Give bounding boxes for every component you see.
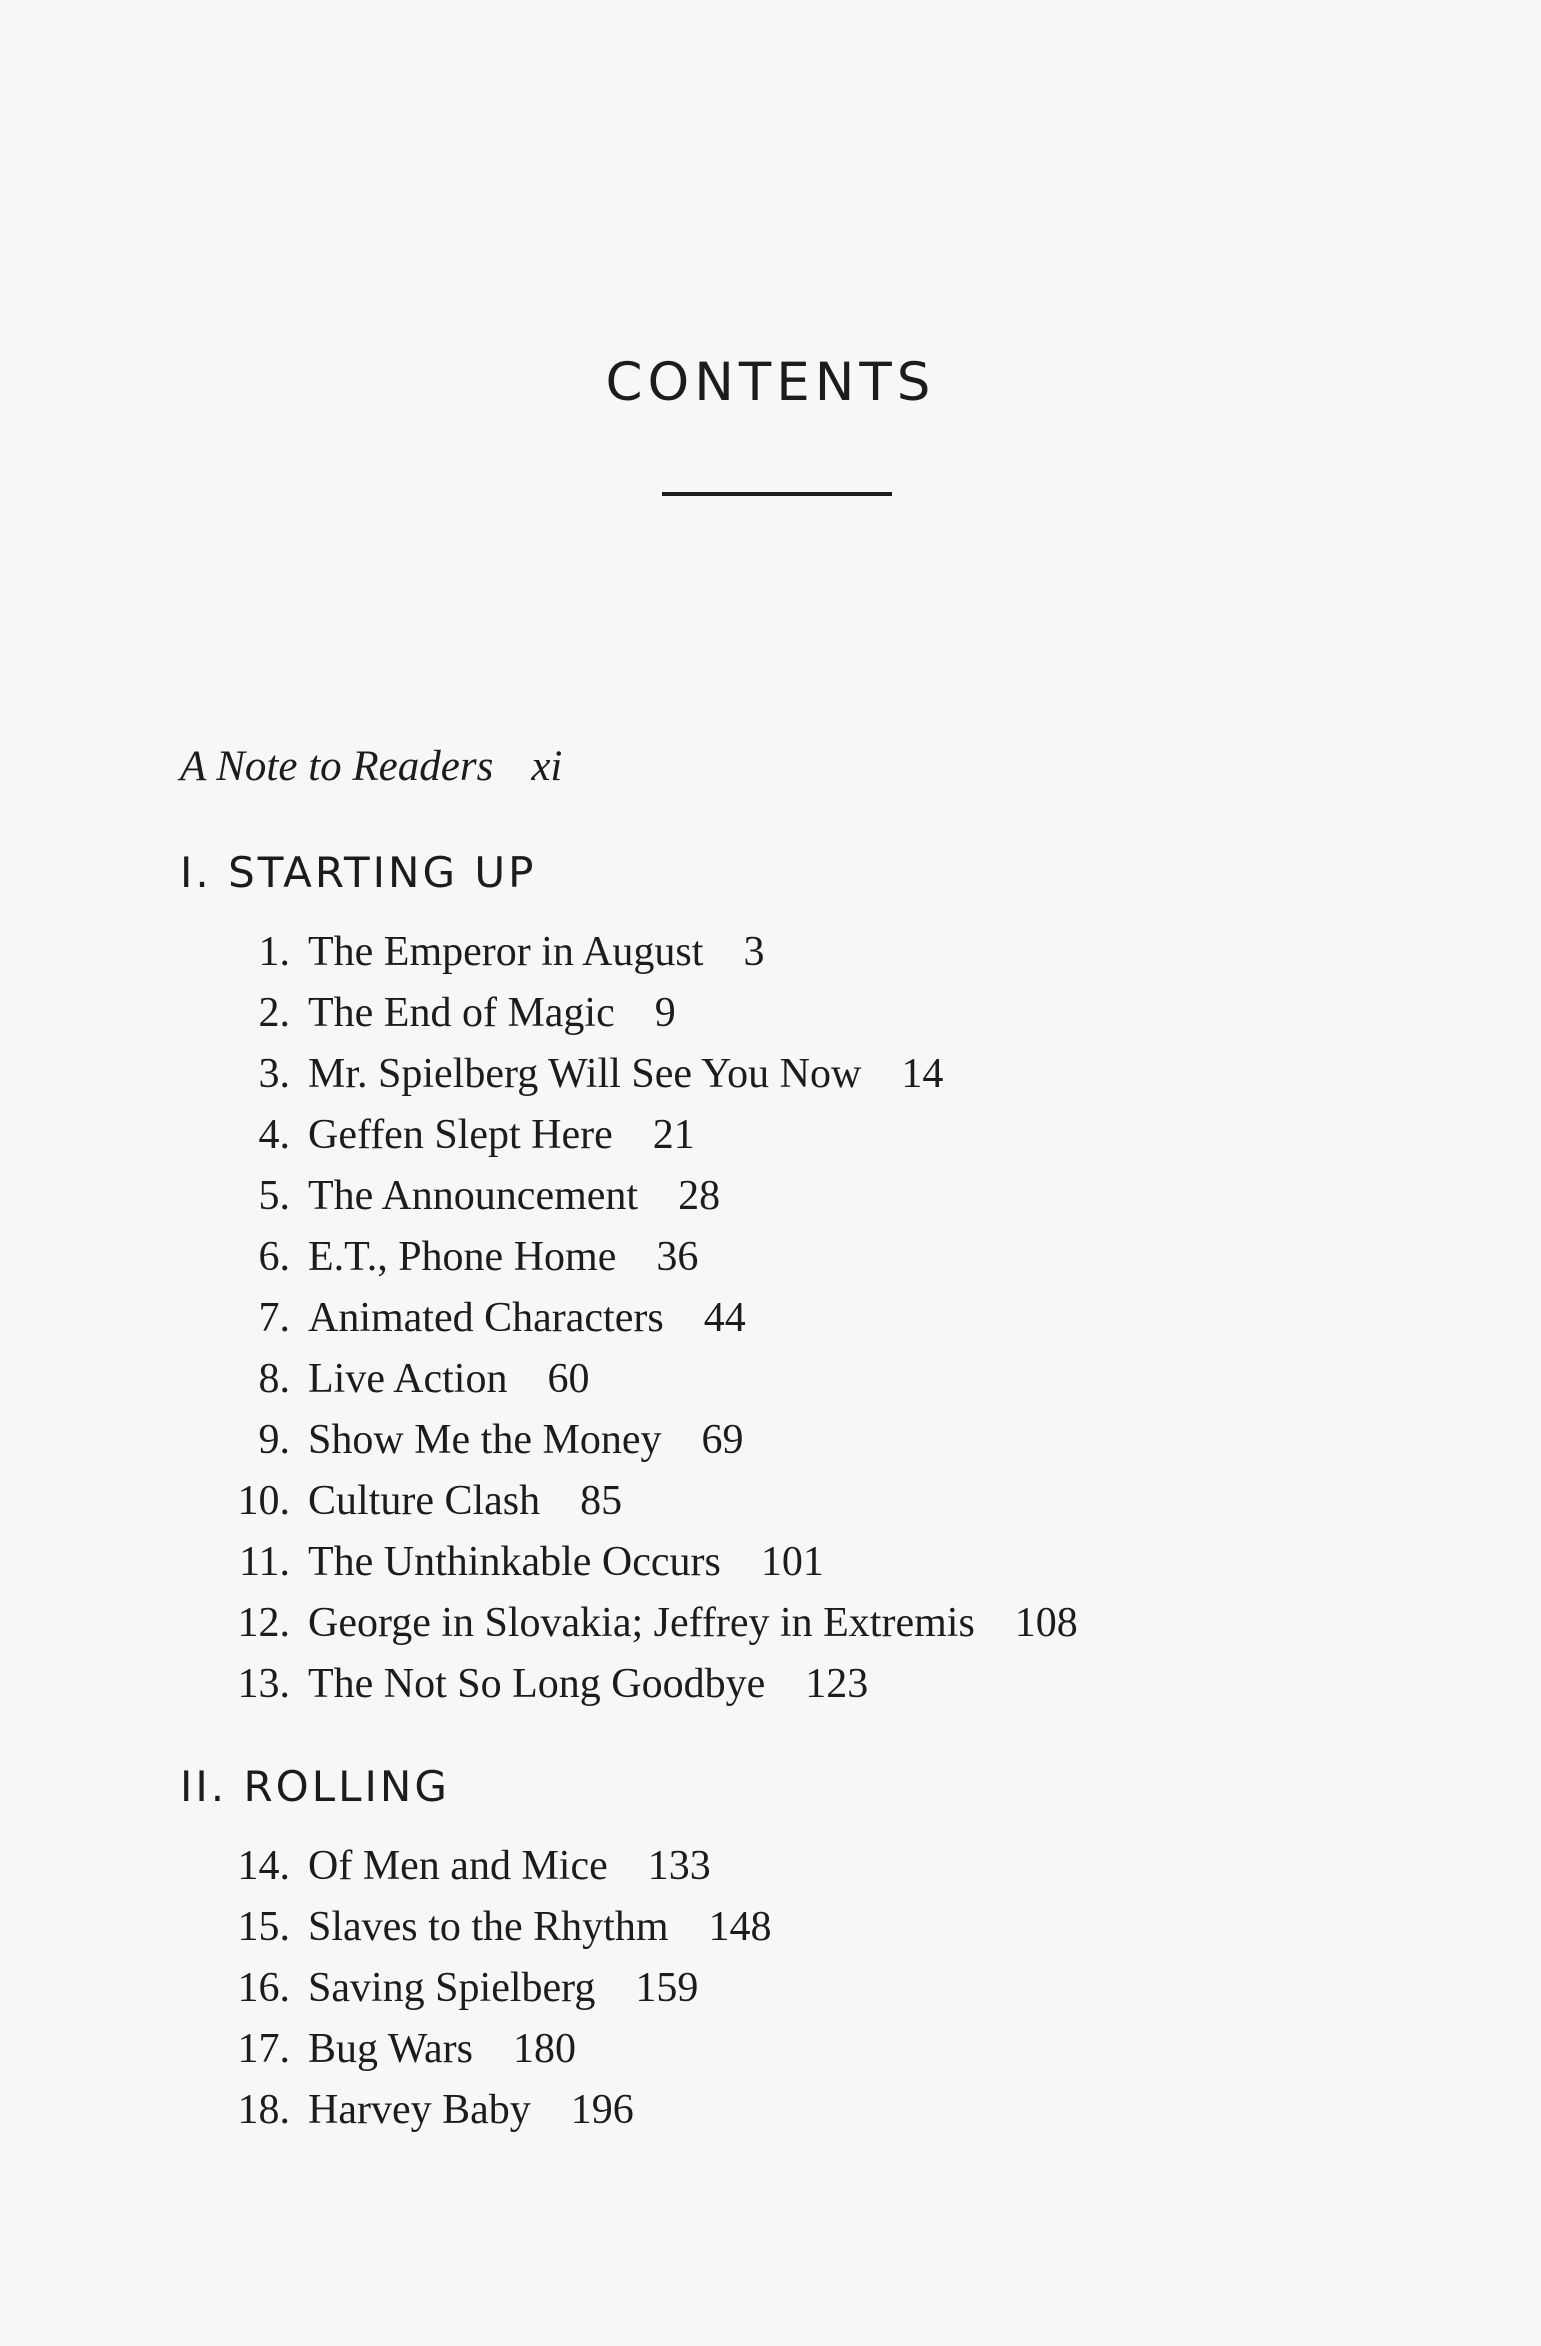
toc-entry[interactable] — [180, 1105, 1078, 1166]
chapter-page: 36 — [656, 1234, 699, 1280]
chapter-number: 16. — [237, 1965, 290, 2011]
toc-entry[interactable] — [180, 1410, 1078, 1471]
toc-entry[interactable] — [180, 1471, 1078, 1532]
part-heading-1: I. STARTING UP — [180, 848, 537, 897]
toc-entry[interactable] — [180, 1958, 772, 2019]
chapter-number: 11. — [239, 1539, 290, 1585]
chapter-title: The Announcement — [308, 1173, 639, 1219]
toc-entry[interactable] — [180, 1897, 772, 1958]
chapter-title: Mr. Spielberg Will See You Now — [308, 1051, 862, 1097]
chapter-number: 13. — [237, 1661, 290, 1707]
chapter-number: 4. — [258, 1112, 290, 1158]
chapter-page: 85 — [580, 1478, 623, 1524]
chapter-number: 14. — [237, 1843, 290, 1889]
chapter-title: Of Men and Mice — [308, 1843, 608, 1889]
chapter-page: 101 — [760, 1539, 824, 1585]
toc-entry[interactable] — [180, 2019, 772, 2080]
chapter-page: 123 — [805, 1661, 869, 1707]
chapter-list-part-2 — [180, 1836, 772, 2141]
chapter-title: George in Slovakia; Jeffrey in Extremis — [308, 1600, 975, 1646]
chapter-number: 2. — [258, 990, 290, 1036]
chapter-page: 196 — [570, 2087, 634, 2133]
chapter-number: 7. — [258, 1295, 290, 1341]
chapter-number: 17. — [237, 2026, 290, 2072]
page-title: CONTENTS — [605, 352, 936, 413]
toc-entry[interactable] — [180, 1836, 772, 1897]
chapter-page: 3 — [743, 929, 765, 975]
chapter-page: 148 — [708, 1904, 772, 1950]
toc-entry[interactable] — [180, 983, 1078, 1044]
chapter-number: 3. — [258, 1051, 290, 1097]
toc-entry[interactable] — [180, 1349, 1078, 1410]
chapter-title: The Not So Long Goodbye — [308, 1661, 766, 1707]
toc-entry[interactable] — [180, 1044, 1078, 1105]
toc-entry[interactable] — [180, 1227, 1078, 1288]
part-heading-2: II. ROLLING — [180, 1762, 450, 1811]
chapter-list-part-1 — [180, 922, 1078, 1715]
chapter-title: Bug Wars — [308, 2026, 474, 2072]
chapter-page: 9 — [654, 990, 676, 1036]
note-entry[interactable] — [180, 742, 562, 791]
chapter-title: Slaves to the Rhythm — [308, 1904, 669, 1950]
chapter-number: 9. — [258, 1417, 290, 1463]
chapter-number: 10. — [237, 1478, 290, 1524]
chapter-number: 5. — [258, 1173, 290, 1219]
toc-entry[interactable] — [180, 1288, 1078, 1349]
chapter-title: Culture Clash — [308, 1478, 541, 1524]
chapter-title: Live Action — [308, 1356, 508, 1402]
chapter-number: 15. — [237, 1904, 290, 1950]
note-page: xi — [531, 743, 563, 790]
chapter-title: Geffen Slept Here — [308, 1112, 613, 1158]
chapter-title: E.T., Phone Home — [308, 1234, 617, 1280]
chapter-page: 108 — [1014, 1600, 1078, 1646]
chapter-number: 6. — [258, 1234, 290, 1280]
chapter-number: 8. — [258, 1356, 290, 1402]
chapter-title: The Unthinkable Occurs — [308, 1539, 721, 1585]
chapter-title: Harvey Baby — [308, 2087, 531, 2133]
title-divider — [662, 492, 892, 496]
chapter-page: 28 — [678, 1173, 721, 1219]
note-title: A Note to Readers — [180, 743, 494, 790]
chapter-number: 12. — [237, 1600, 290, 1646]
chapter-page: 60 — [547, 1356, 590, 1402]
chapter-page: 44 — [703, 1295, 746, 1341]
chapter-page: 21 — [652, 1112, 695, 1158]
toc-entry[interactable] — [180, 1593, 1078, 1654]
toc-entry[interactable] — [180, 1654, 1078, 1715]
chapter-title: Show Me the Money — [308, 1417, 662, 1463]
toc-entry[interactable] — [180, 2080, 772, 2141]
chapter-page: 69 — [701, 1417, 744, 1463]
toc-entry[interactable] — [180, 922, 1078, 983]
chapter-title: Saving Spielberg — [308, 1965, 596, 2011]
chapter-title: Animated Characters — [308, 1295, 664, 1341]
toc-entry[interactable] — [180, 1166, 1078, 1227]
chapter-title: The Emperor in August — [308, 929, 704, 975]
chapter-title: The End of Magic — [308, 990, 615, 1036]
chapter-page: 159 — [635, 1965, 699, 2011]
chapter-page: 14 — [901, 1051, 944, 1097]
toc-entry[interactable] — [180, 1532, 1078, 1593]
chapter-number: 1. — [258, 929, 290, 975]
chapter-number: 18. — [237, 2087, 290, 2133]
chapter-page: 133 — [647, 1843, 711, 1889]
chapter-page: 180 — [513, 2026, 577, 2072]
